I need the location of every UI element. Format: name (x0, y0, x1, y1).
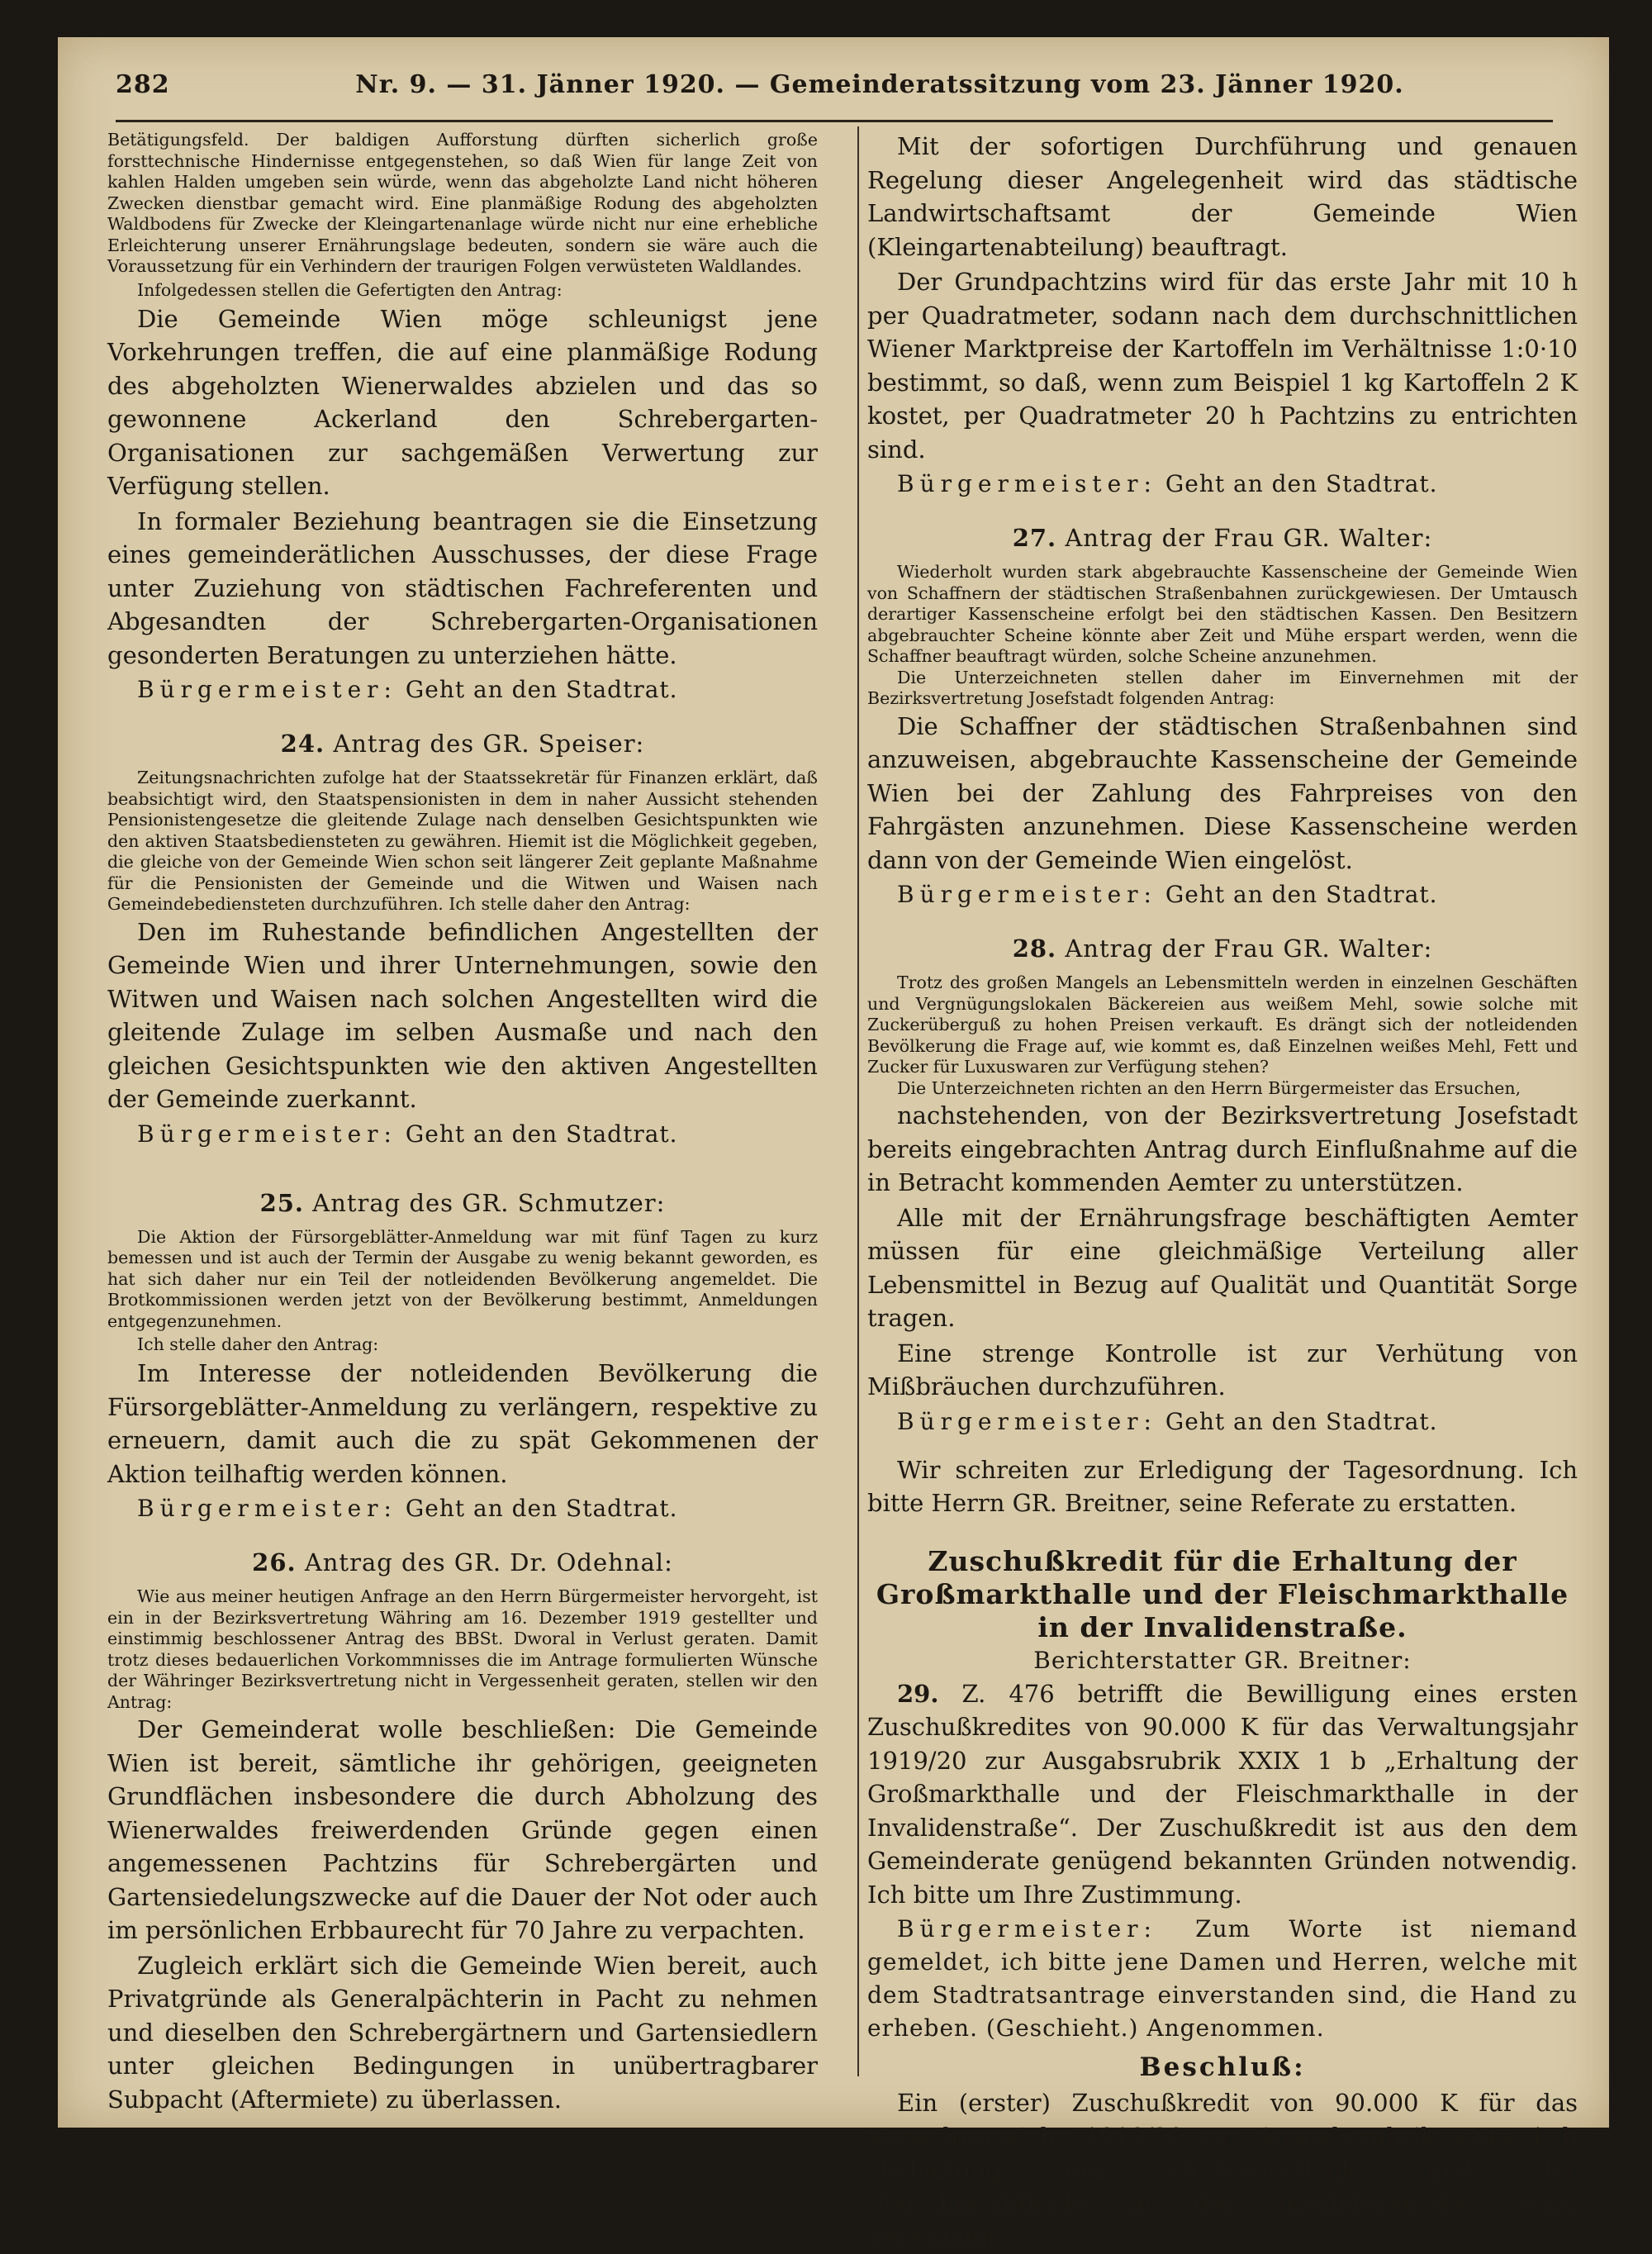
right-column (867, 130, 1578, 2251)
speaker-text: Geht an den Stadtrat. (1165, 1407, 1438, 1435)
speaker-label: Bürgermeister: (897, 470, 1157, 497)
paragraph: Wiederholt wurden stark abgebrauchte Kassenscheine der Gemeinde Wien von Schaffnern der städtischen Straßenbahnen zurückgewiesen. Der Umtausch derartiger Kassenscheine erfolgt bei den städtischen Kassen. Den Besitzern abgebrauchter Scheine könnte aber Zeit und Mühe erspart werden, wenn die Schaffner beauftragt würden, solche Scheine anzunehmen. (867, 562, 1578, 666)
motion-number: 24. (280, 730, 325, 758)
paragraph: Die Gemeinde Wien möge schleunigst jene Vorkehrungen treffen, die auf eine planmäßige Rodung des abgeholzten Wienerwaldes abzielen und das so gewonnene Ackerland den Schrebergarten-Organisationen zur sachgemäßen Verwertung zur Verfügung stellen. (107, 304, 818, 500)
speaker-label: Bürgermeister: (137, 1495, 397, 1522)
running-title: Nr. 9. — 31. Jänner 1920. — Gemeinderatssitzung vom 23. Jänner 1920. (355, 69, 1404, 99)
item-number: 29. (897, 1679, 939, 1708)
motion-number: 25. (259, 1188, 305, 1217)
paragraph: Betätigungsfeld. Der baldigen Aufforstung dürften sicherlich große forsttechnische Hindernisse entgegenstehen, so daß Wien für lange Zeit von kahlen Halden umgeben sein würde, wenn das abgeholzte Land nicht höheren Zwecken dienstbar gemacht wird. Eine planmäßige Rodung des abgeholzten Waldbodens für Zwecke der Kleingartenanlage würde nicht nur eine erhebliche Erleichterung unserer Ernährungslage bedeuten, sondern sie wäre auch die Voraussetzung für ein Verhindern der traurigen Folgen verwüsteten Waldlandes. (107, 130, 818, 276)
paragraph: Eine strenge Kontrolle ist zur Verhütung von Mißbräuchen durchzuführen. (867, 1339, 1578, 1400)
motion-heading (107, 1543, 818, 1581)
spacer (107, 1151, 818, 1166)
mayor-statement (867, 878, 1578, 911)
item-text: Z. 476 betrifft die Bewilligung eines ersten Zuschußkredites von 90.000 K für das Verwaltungsjahr 1919/20 zur Ausgabsrubrik XXIX 1 b „Erhaltung der Großmarkthalle und der Fleischmarkthalle in der Invalidenstraße“. Der Zuschußkredit ist aus den dem Gemeinderate genügend bekannten Gründen notwendig. Ich bitte um Ihre Zustimmung. (867, 1679, 1578, 1909)
motion-heading (867, 930, 1578, 968)
paragraph: Wie aus meiner heutigen Anfrage an den Herrn Bürgermeister hervorgeht, ist ein in der Bezirksvertretung Währing am 16. Dezember 1919 gestellter und einstimmig beschlossener Antrag des BBSt. Dworal in Verlust geraten. Damit trotz dieses bedauerlichen Vorkommnisses die im Antrage formulierten Wünsche der Währinger Bezirksvertretung nicht in Vergessenheit geraten, stellen wir den Antrag: (107, 1586, 818, 1712)
motion-number: 27. (1012, 524, 1057, 552)
paragraph: In formaler Beziehung beantragen sie die Einsetzung eines gemeinderätlichen Ausschusses, der diese Frage unter Zuziehung von städtischen Fachreferenten und Abgesandten der Schrebergarten-Organisationen gesonderten Beratungen zu unterziehen hätte. (107, 506, 818, 669)
mayor-statement (867, 1913, 1578, 2045)
mayor-statement (107, 1492, 818, 1525)
section-title: Zuschußkredit für die Erhaltung der Großmarkthalle und der Fleischmarkthalle in der Invalidenstraße. (876, 1544, 1569, 1643)
motion-number: 26. (252, 1548, 297, 1576)
motion-title: Antrag des GR. Schmutzer: (312, 1188, 666, 1217)
paragraph: Die Schaffner der städtischen Straßenbahnen sind anzuweisen, abgebrauchte Kassenscheine der Gemeinde Wien bei der Zahlung des Fahrpreises von den Fahrgästen anzunehmen. Diese Kassenscheine werden dann von der Gemeinde Wien eingelöst. (867, 711, 1578, 874)
column-divider (857, 126, 859, 2076)
motion-title: Antrag der Frau GR. Walter: (1065, 934, 1433, 963)
speaker-text: Geht an den Stadtrat. (1165, 881, 1438, 908)
motion-heading (867, 519, 1578, 557)
paragraph: Mit der sofortigen Durchführung und genauen Regelung dieser Angelegenheit wird das städtische Landwirtschaftsamt der Gemeinde Wien (Kleingartenabteilung) beauftragt. (867, 132, 1578, 261)
speaker-text: Zum Worte ist niemand gemeldet, ich bitte jene Damen und Herren, welche mit dem Stadtratsantrage einverstanden sind, die Hand zu erheben. (Geschieht.) Angenommen. (867, 1915, 1578, 2042)
speaker-text: Geht an den Stadtrat. (1165, 470, 1438, 497)
page-header (116, 55, 1553, 113)
speaker-label: Bürgermeister: (137, 1120, 397, 1148)
paragraph: Der Gemeinderat wolle beschließen: Die Gemeinde Wien ist bereit, sämtliche ihr gehörigen, geeigneten Grundflächen insbesondere die durch Abholzung des Wienerwaldes freiwerdenden Gründe gegen einen angemessenen Pachtzins für Schrebergärten und Gartensiedelungszwecke auf die Dauer der Not oder auch im persönlichen Erbbaurecht für 70 Jahre zu verpachten. (107, 1715, 818, 1944)
paragraph: Zeitungsnachrichten zufolge hat der Staatssekretär für Finanzen erklärt, daß beabsichtigt wird, den Staatspensionisten in dem in naher Aussicht stehenden Pensionistengesetze die gleitende Zulage nach denselben Gesichtspunkten wie den aktiven Staatsbediensteten zu gewähren. Hiemit ist die Möglichkeit gegeben, die gleiche von der Gemeinde Wien schon seit längerer Zeit geplante Maßnahme für die Pensionisten der Gemeinde und die Witwen und Waisen nach Gemeindebediensteten durchzuführen. Ich stelle daher den Antrag: (107, 768, 818, 914)
speaker-text: Geht an den Stadtrat. (405, 676, 678, 703)
paragraph: Infolgedessen stellen die Gefertigten den Antrag: (137, 279, 563, 300)
paragraph: Die Unterzeichneten stellen daher im Einvernehmen mit der Bezirksvertretung Josefstadt folgenden Antrag: (867, 667, 1578, 708)
newspaper-page (58, 37, 1609, 2251)
speaker-label: Bürgermeister: (897, 1407, 1157, 1435)
resolution-heading: Beschluß: (1139, 2052, 1306, 2082)
speaker-label: Bürgermeister: (897, 1915, 1157, 1943)
motion-title: Antrag des GR. Dr. Odehnal: (304, 1548, 673, 1576)
speaker-label: Bürgermeister: (137, 676, 397, 703)
paragraph: Ich stelle daher den Antrag: (137, 1334, 379, 1354)
paragraph: Ein (erster) Zuschußkredit von 90.000 K für das Verwaltungsjahr 1919/20 zur Ausgabsrubrik XXIX 1 b „Erhaltung der Großmarkthalle und der Fleischmarkthalle in der Invalidenstraße“ wird genehmigt. (867, 2089, 1578, 2251)
paragraph: Zugleich erklärt sich die Gemeinde Wien bereit, auch Privatgründe als Generalpächterin in Pacht zu nehmen und dieselben den Schrebergärtnern und Gartensiedlern unter gleichen Bedingungen in unübertragbarer Subpacht (Aftermiete) zu überlassen. (107, 1951, 818, 2114)
paragraph: Im Interesse der notleidenden Bevölkerung die Fürsorgeblätter-Anmeldung zu verlängern, respektive zu erneuern, damit auch die zu spät Gekommenen der Aktion teilhaftig werden können. (107, 1359, 818, 1488)
mayor-statement (107, 673, 818, 706)
motion-title: Antrag der Frau GR. Walter: (1065, 524, 1433, 552)
mayor-statement (107, 1118, 818, 1151)
paragraph: Alle mit der Ernährungsfrage beschäftigten Aemter müssen für eine gleichmäßige Verteilung aller Lebensmittel in Bezug auf Qualität und Quantität Sorge tragen. (867, 1203, 1578, 1332)
spacer (867, 1438, 1578, 1453)
paragraph: Die Aktion der Fürsorgeblätter-Anmeldung war mit fünf Tagen zu kurz bemessen und ist auch der Termin der Ausgabe zu wenig bekannt geworden, es hat sich daher nur ein Teil der notleidenden Bevölkerung angemeldet. Die Brotkommissionen werden jetzt von der Bevölkerung bestimmt, Anmeldungen entgegenzunehmen. (107, 1226, 818, 1331)
motion-heading (107, 725, 818, 763)
paragraph: Den im Ruhestande befindlichen Angestellten der Gemeinde Wien und ihrer Unternehmungen, sowie den Witwen und Waisen nach solchen Angestellten wird die gleitende Zulage im selben Ausmaße und nach den gleichen Gesichtspunkten wie den aktiven Angestellten der Gemeinde zuerkannt. (107, 917, 818, 1113)
paragraph: Die Unterzeichneten richten an den Herrn Bürgermeister das Ersuchen, (897, 1077, 1521, 1098)
motion-number: 28. (1012, 934, 1057, 963)
header-rule (116, 120, 1553, 122)
mayor-statement (867, 468, 1578, 501)
speaker-text: Geht an den Stadtrat. (405, 1120, 678, 1148)
paragraph: Wir schreiten zur Erledigung der Tagesordnung. Ich bitte Herrn GR. Breitner, seine Referate zu erstatten. (867, 1455, 1578, 1517)
paragraph: Der Grundpachtzins wird für das erste Jahr mit 10 h per Quadratmeter, sodann nach dem durchschnittlichen Wiener Marktpreise der Kartoffeln im Verhältnisse 1:0·10 bestimmt, so daß, wenn zum Beispiel 1 kg Kartoffeln 2 K kostet, per Quadratmeter 20 h Pachtzins zu entrichten sind. (867, 268, 1578, 464)
reporter-line: Berichterstatter GR. Breitner: (1033, 1646, 1412, 1674)
motion-heading (107, 1184, 818, 1222)
paragraph: nachstehenden, von der Bezirksvertretung Josefstadt bereits eingebrachten Antrag durch Einflußnahme auf die in Betracht kommenden Aemter zu unterstützen. (867, 1101, 1578, 1196)
page-number: 282 (116, 69, 170, 99)
motion-title: Antrag des GR. Speiser: (333, 730, 645, 758)
mayor-statement (867, 1405, 1578, 1438)
left-column (107, 130, 818, 2114)
paragraph: Trotz des großen Mangels an Lebensmitteln werden in einzelnen Geschäften und Vergnügungslokalen Bäckereien aus weißem Mehl, sowie solche mit Zuckerüberguß zu hohen Preisen verkauft. Es drängt sich der notleidenden Bevölkerung die Frage auf, wie kommt es, daß Einzelnen weißes Mehl, Fett und Zucker für Luxuswaren zur Verfügung stehen? (867, 972, 1578, 1077)
paragraph (867, 1677, 1578, 1912)
speaker-text: Geht an den Stadtrat. (405, 1495, 678, 1522)
speaker-label: Bürgermeister: (897, 881, 1157, 908)
